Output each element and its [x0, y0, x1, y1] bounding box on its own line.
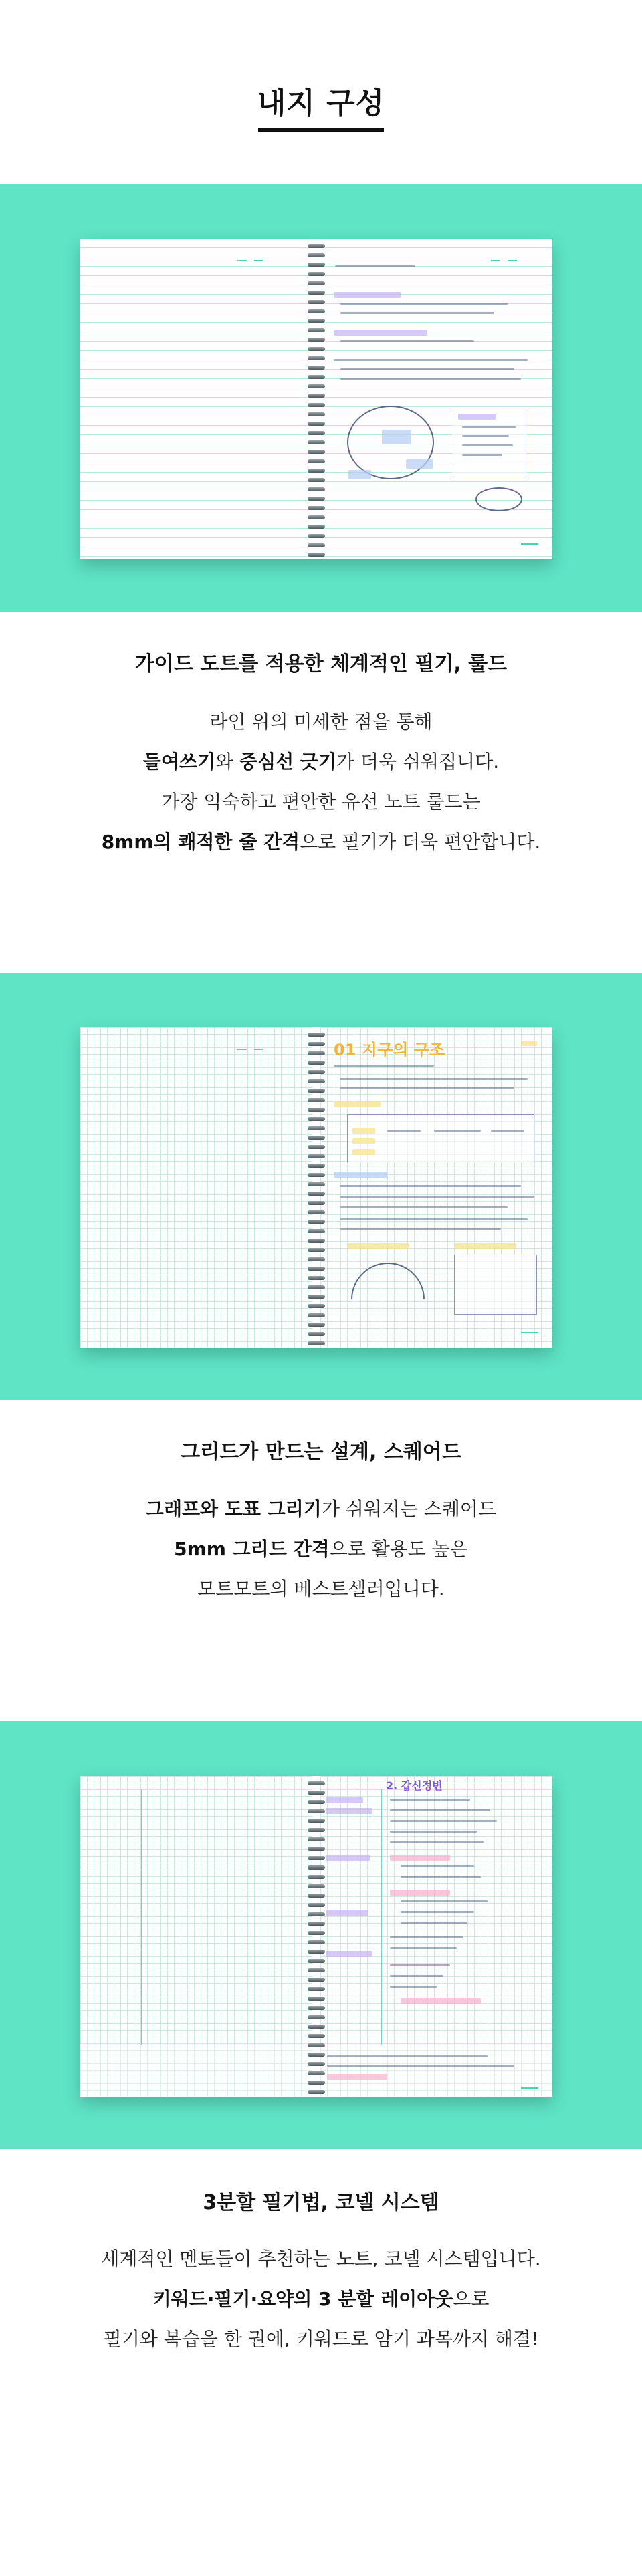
body-text: 으로 필기가 더욱 편안합니다. [300, 831, 541, 853]
emphasis-text: 5mm 그리드 간격 [174, 1538, 330, 1560]
description-line [0, 1489, 642, 1529]
title-underline [258, 128, 384, 132]
cornell-right-page [320, 1776, 552, 2097]
squared-page-heading: 01 지구의 구조 [334, 1041, 445, 1059]
body-text: 라인 위의 미세한 점을 통해 [209, 711, 433, 733]
cornell-page-heading: 2. 갑신정변 [386, 1779, 443, 1792]
squared-section-title: 그리드가 만드는 설계, 스퀘어드 [181, 1440, 461, 1464]
ruled-showcase-band [0, 184, 642, 612]
emphasis-text: 키워드·필기·요약의 3 분할 레이아웃 [152, 2288, 453, 2310]
emphasis-text: 8mm의 쾌적한 줄 간격 [101, 831, 300, 853]
cornell-description [0, 2239, 642, 2359]
body-text: 모트모트의 베스트셀러입니다. [197, 1578, 445, 1600]
body-text: 세계적인 멘토들이 추천하는 노트, 코넬 시스템입니다. [101, 2248, 541, 2270]
description-line [0, 1529, 642, 1569]
squared-showcase-band [0, 973, 642, 1400]
description-line [0, 742, 642, 782]
squared-left-page [80, 1027, 312, 1348]
ruled-description [0, 702, 642, 862]
description-line [0, 2319, 642, 2359]
emphasis-text: 중심선 긋기 [239, 751, 337, 773]
body-text: 가 더욱 쉬워집니다. [336, 751, 500, 773]
emphasis-text: 들여쓰기 [142, 751, 216, 773]
ruled-notebook-image [80, 239, 552, 559]
cornell-section-title: 3분할 필기법, 코넬 시스템 [203, 2191, 439, 2214]
body-text: 으로 활용도 높은 [329, 1538, 468, 1560]
body-text: 가장 익숙하고 편안한 유선 노트 룰드는 [161, 791, 481, 813]
ruled-left-page [80, 239, 312, 559]
spiral-rings [308, 239, 325, 559]
cornell-notebook-image [80, 1776, 552, 2097]
description-line [0, 1569, 642, 1609]
description-line [0, 822, 642, 862]
cornell-showcase-band [0, 1721, 642, 2149]
squared-right-page [320, 1027, 552, 1348]
description-line [0, 702, 642, 742]
spiral-rings [308, 1776, 325, 2097]
description-line [0, 2239, 642, 2279]
ruled-right-page [320, 239, 552, 559]
page-title: 내지 구성 [257, 86, 385, 120]
ruled-section-title: 가이드 도트를 적용한 체계적인 필기, 룰드 [134, 652, 508, 676]
squared-description [0, 1489, 642, 1609]
cornell-left-page [80, 1776, 312, 2097]
body-text: 으로 [453, 2288, 490, 2310]
body-text: 와 [215, 751, 240, 773]
description-line [0, 2279, 642, 2319]
description-line [0, 782, 642, 822]
squared-notebook-image [80, 1027, 552, 1348]
body-text: 가 쉬워지는 스퀘어드 [321, 1498, 497, 1520]
body-text: 필기와 복습을 한 권에, 키워드로 암기 과목까지 해결! [103, 2328, 539, 2350]
spiral-rings [308, 1027, 325, 1348]
emphasis-text: 그래프와 도표 그리기 [145, 1498, 322, 1520]
